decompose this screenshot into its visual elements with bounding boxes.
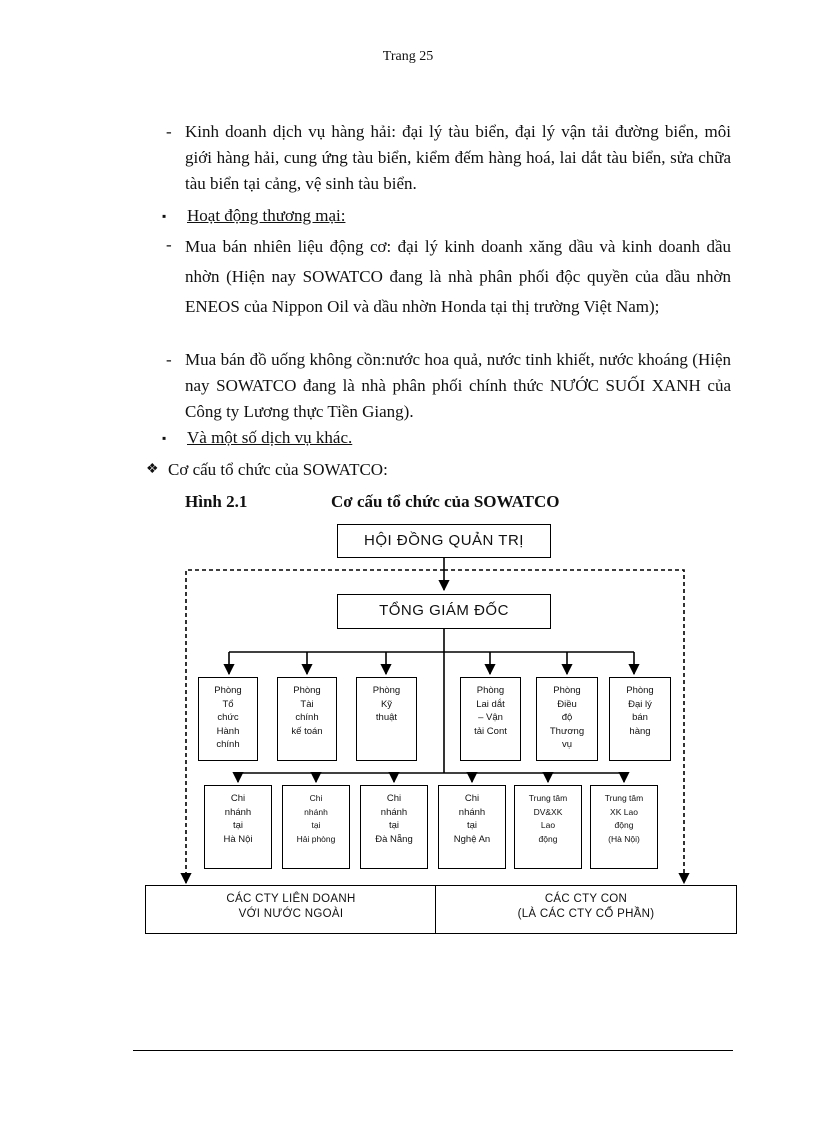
branch-danang-box: Chi nhánh tại Đà Nẵng [360, 785, 428, 869]
dept-technical-box: Phòng Kỹ thuật [356, 677, 417, 761]
dept-admin-box: Phòng Tổ chức Hành chính [198, 677, 258, 761]
bullet-icon: ▪ [162, 209, 167, 223]
branch-nghean-box: Chi nhánh tại Nghệ An [438, 785, 506, 869]
board-of-directors-box: HỘI ĐỒNG QUẢN TRỊ [337, 524, 551, 558]
labor-export-center-hanoi-box: Trung tâm XK Lao động (Hà Nội) [590, 785, 658, 869]
heading-other-services: Và một số dịch vụ khác. [187, 428, 353, 447]
branch-haiphong-box: Chi nhánh tại Hải phòng [282, 785, 350, 869]
list-dash: - [166, 235, 172, 254]
bullet-icon: ▪ [162, 431, 167, 445]
list-item-maritime-services: Kinh doanh dịch vụ hàng hải: đại lý tàu biển, đại lý vận tải đường biển, môi giới hàng hải, cung ứng tàu biển, kiểm đếm hàng hoá, lai dắt tàu biển, sửa chữa tàu biển tại cảng, vệ sinh tàu biển. [185, 122, 731, 193]
figure-title: Cơ cấu tổ chức của SOWATCO [331, 492, 560, 511]
dept-finance-box: Phòng Tài chính kế toán [277, 677, 337, 761]
list-dash: - [166, 350, 172, 369]
figure-label: Hình 2.1 [185, 492, 248, 511]
labor-export-center-box: Trung tâm DV&XK Lao động [514, 785, 582, 869]
list-dash: - [166, 122, 172, 141]
general-director-box: TỔNG GIÁM ĐỐC [337, 594, 551, 629]
branch-hanoi-box: Chi nhánh tại Hà Nội [204, 785, 272, 869]
list-item-fuel-trade: Mua bán nhiên liệu động cơ: đại lý kinh doanh xăng dầu và kinh doanh dầu nhờn (Hiện nay SOWATCO đang là nhà phân phối độc quyền của dầu nhờn ENEOS của Nippon Oil và dầu nhờn Honda tại thị trường Việt Nam); [185, 237, 731, 316]
dept-sales-box: Phòng Đại lý bán hàng [609, 677, 671, 761]
list-item-beverage-trade: Mua bán đồ uống không cồn:nước hoa quả, nước tinh khiết, nước khoáng (Hiện nay SOWATCO đang là nhà phân phối chính thức NƯỚC SUỐI XANH của Công ty Lương thực Tiền Giang). [185, 350, 731, 421]
dept-towage-box: Phòng Lai dắt – Vận tải Cont [460, 677, 521, 761]
subsidiaries-box: CÁC CTY CON (LÀ CÁC CTY CỔ PHẦN) [435, 885, 737, 934]
diamond-bullet-icon: ❖ [146, 462, 159, 477]
footer-divider [133, 1050, 733, 1051]
dept-dispatch-box: Phòng Điều độ Thương vụ [536, 677, 598, 761]
page-number: Trang 25 [382, 49, 434, 64]
heading-trade-activities: Hoạt động thương mại: [187, 206, 346, 225]
section-heading: Cơ cấu tổ chức của SOWATCO: [168, 460, 388, 479]
joint-ventures-box: CÁC CTY LIÊN DOANH VỚI NƯỚC NGOÀI [145, 885, 437, 934]
